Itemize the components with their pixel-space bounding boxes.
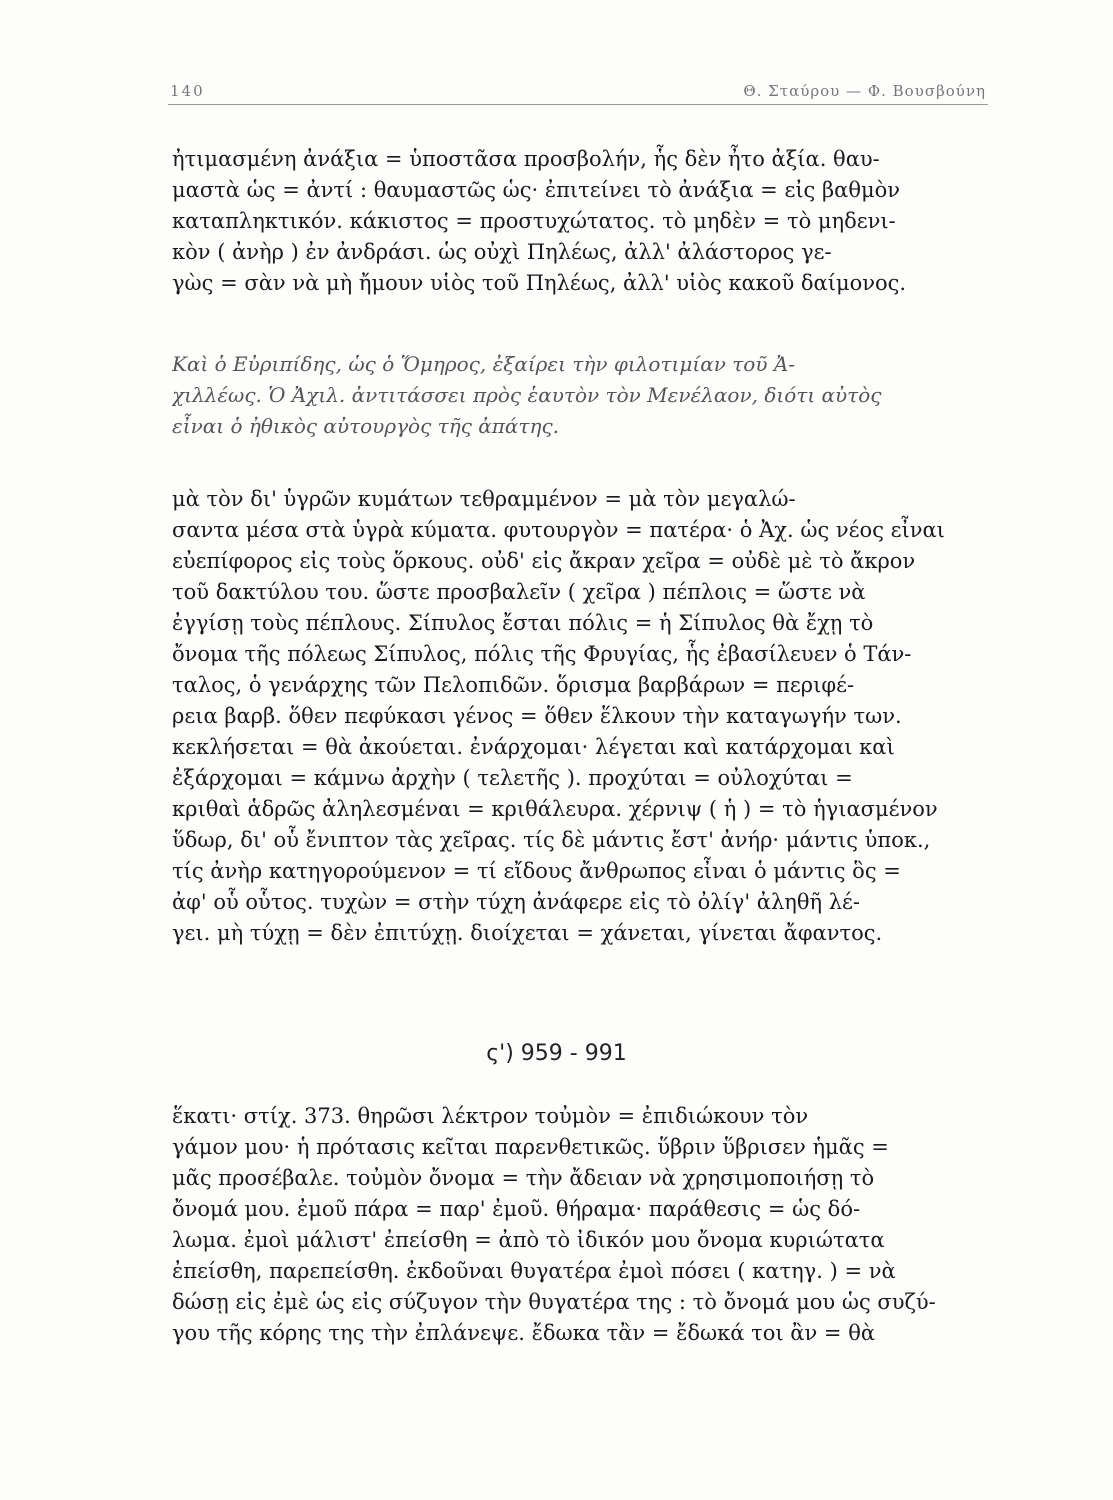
text-line: κριθαὶ ἁδρῶς ἀληλεσμέναι = κριθάλευρα. χέρνιψ ( ἡ ) = τὸ ἡγιασμένον xyxy=(172,797,938,821)
page-header xyxy=(168,78,988,105)
text-line: εὐεπίφορος εἰς τοὺς ὅρκους. οὐδ' εἰς ἄκραν χεῖρα = οὐδὲ μὲ τὸ ἄκρον xyxy=(172,549,916,573)
text-line: ὄνομά μου. ἐμοῦ πάρα = παρ' ἐμοῦ. θήραμα· παράθεσις = ὡς δό- xyxy=(172,1197,861,1221)
text-line: κὸν ( ἀνὴρ ) ἐν ἀνδράσι. ὡς οὐχὶ Πηλέως, ἀλλ' ἀλάστορος γε- xyxy=(172,240,832,264)
text-line: ἐξάρχομαι = κάμνω ἀρχὴν ( τελετῆς ). προχύται = οὐλοχύται = xyxy=(172,766,853,790)
text-line: γει. μὴ τύχῃ = δὲν ἐπιτύχῃ. διοίχεται = χάνεται, γίνεται ἄφαντος. xyxy=(172,921,883,945)
commentary-paragraph-2 xyxy=(172,349,992,442)
text-line: μᾶς προσέβαλε. τοὐμὸν ὄνομα = τὴν ἄδειαν νὰ χρησιμοποιήσῃ τὸ xyxy=(172,1166,875,1190)
text-line: ἐπείσθη, παρεπείσθη. ἐκδοῦναι θυγατέρα ἐμοὶ πόσει ( κατηγ. ) = νὰ xyxy=(172,1259,896,1283)
text-line: ἠτιμασμένη ἀνάξια = ὑποστᾶσα προσβολήν, ἧς δὲν ἦτο ἀξία. θαυ- xyxy=(172,147,880,171)
text-line: ἕκατι· στίχ. 373. θηρῶσι λέκτρον τοὐμὸν = ἐπιδιώκουν τὸν xyxy=(172,1104,809,1128)
text-line: ρεια βαρβ. ὅθεν πεφύκασι γένος = ὅθεν ἕλκουν τὴν καταγωγήν των. xyxy=(172,704,902,728)
text-line: γὼς = σὰν νὰ μὴ ἤμουν υἱὸς τοῦ Πηλέως, ἀλλ' υἱὸς κακοῦ δαίμονος. xyxy=(172,271,907,295)
section-title: ς') 959 - 991 xyxy=(486,1041,627,1066)
commentary-paragraph-1 xyxy=(172,144,992,299)
text-line: γου τῆς κόρης της τὴν ἐπλάνεψε. ἔδωκα τἂν = ἔδωκά τοι ἂν = θὰ xyxy=(172,1321,876,1345)
text-line: μὰ τὸν δι' ὑγρῶν κυμάτων τεθραμμένον = μὰ τὸν μεγαλώ- xyxy=(172,487,796,511)
page-number: 140 xyxy=(170,82,205,100)
text-line: εἶναι ὁ ἠθικὸς αὐτουργὸς τῆς ἀπάτης. xyxy=(172,414,560,438)
text-line: Καὶ ὁ Εὐριπίδης, ὡς ὁ Ὅμηρος, ἐξαίρει τὴν φιλοτιμίαν τοῦ Ἀ- xyxy=(172,352,796,376)
text-line: κεκλήσεται = θὰ ἀκούεται. ἐνάρχομαι· λέγεται καὶ κατάρχομαι καὶ xyxy=(172,735,895,759)
text-line: σαντα μέσα στὰ ὑγρὰ κύματα. φυτουργὸν = πατέρα· ὁ Ἀχ. ὡς νέος εἶναι xyxy=(172,518,945,542)
text-line: μαστὰ ὡς = ἀντί : θαυμαστῶς ὡς· ἐπιτείνει τὸ ἀνάξια = εἰς βαθμὸν xyxy=(172,178,901,202)
text-line: ὕδωρ, δι' οὗ ἔνιπτον τὰς χεῖρας. τίς δὲ μάντις ἔστ' ἀνήρ· μάντις ὑποκ., xyxy=(172,828,931,852)
text-line: ἐγγίσῃ τοὺς πέπλους. Σίπυλος ἔσται πόλις = ἡ Σίπυλος θὰ ἔχῃ τὸ xyxy=(172,611,874,635)
text-line: τίς ἀνὴρ κατηγορούμενον = τί εἴδους ἄνθρωπος εἶναι ὁ μάντις ὃς = xyxy=(172,859,901,883)
text-line: ἀφ' οὗ οὗτος. τυχὼν = στὴν τύχη ἀνάφερε εἰς τὸ ὀλίγ' ἀληθῆ λέ- xyxy=(172,890,861,914)
text-line: γάμον μου· ἡ πρότασις κεῖται παρενθετικῶς. ὕβριν ὕβρισεν ἡμᾶς = xyxy=(172,1135,889,1159)
text-line: καταπληκτικόν. κάκιστος = προστυχώτατος. τὸ μηδὲν = τὸ μηδενι- xyxy=(172,209,896,233)
text-line: ὄνομα τῆς πόλεως Σίπυλος, πόλις τῆς Φρυγίας, ἧς ἐβασίλευεν ὁ Τάν- xyxy=(172,642,912,666)
commentary-paragraph-4 xyxy=(172,1101,992,1349)
running-head: Θ. Σταύρου — Φ. Βουσβούνη xyxy=(743,82,986,100)
commentary-paragraph-3 xyxy=(172,484,992,949)
text-line: ταλος, ὁ γενάρχης τῶν Πελοπιδῶν. ὅρισμα βαρβάρων = περιφέ- xyxy=(172,673,855,697)
text-line: λωμα. ἐμοὶ μάλιστ' ἐπείσθη = ἀπὸ τὸ ἰδικόν μου ὄνομα κυριώτατα xyxy=(172,1228,885,1252)
text-line: τοῦ δακτύλου του. ὥστε προσβαλεῖν ( χεῖρα ) πέπλοις = ὥστε νὰ xyxy=(172,580,866,604)
text-line: δώσῃ εἰς ἐμὲ ὡς εἰς σύζυγον τὴν θυγατέρα της : τὸ ὄνομά μου ὡς συζύ- xyxy=(172,1290,936,1314)
text-line: χιλλέως. Ὁ Ἀχιλ. ἀντιτάσσει πρὸς ἑαυτὸν τὸν Μενέλαον, διότι αὐτὸς xyxy=(172,383,882,407)
